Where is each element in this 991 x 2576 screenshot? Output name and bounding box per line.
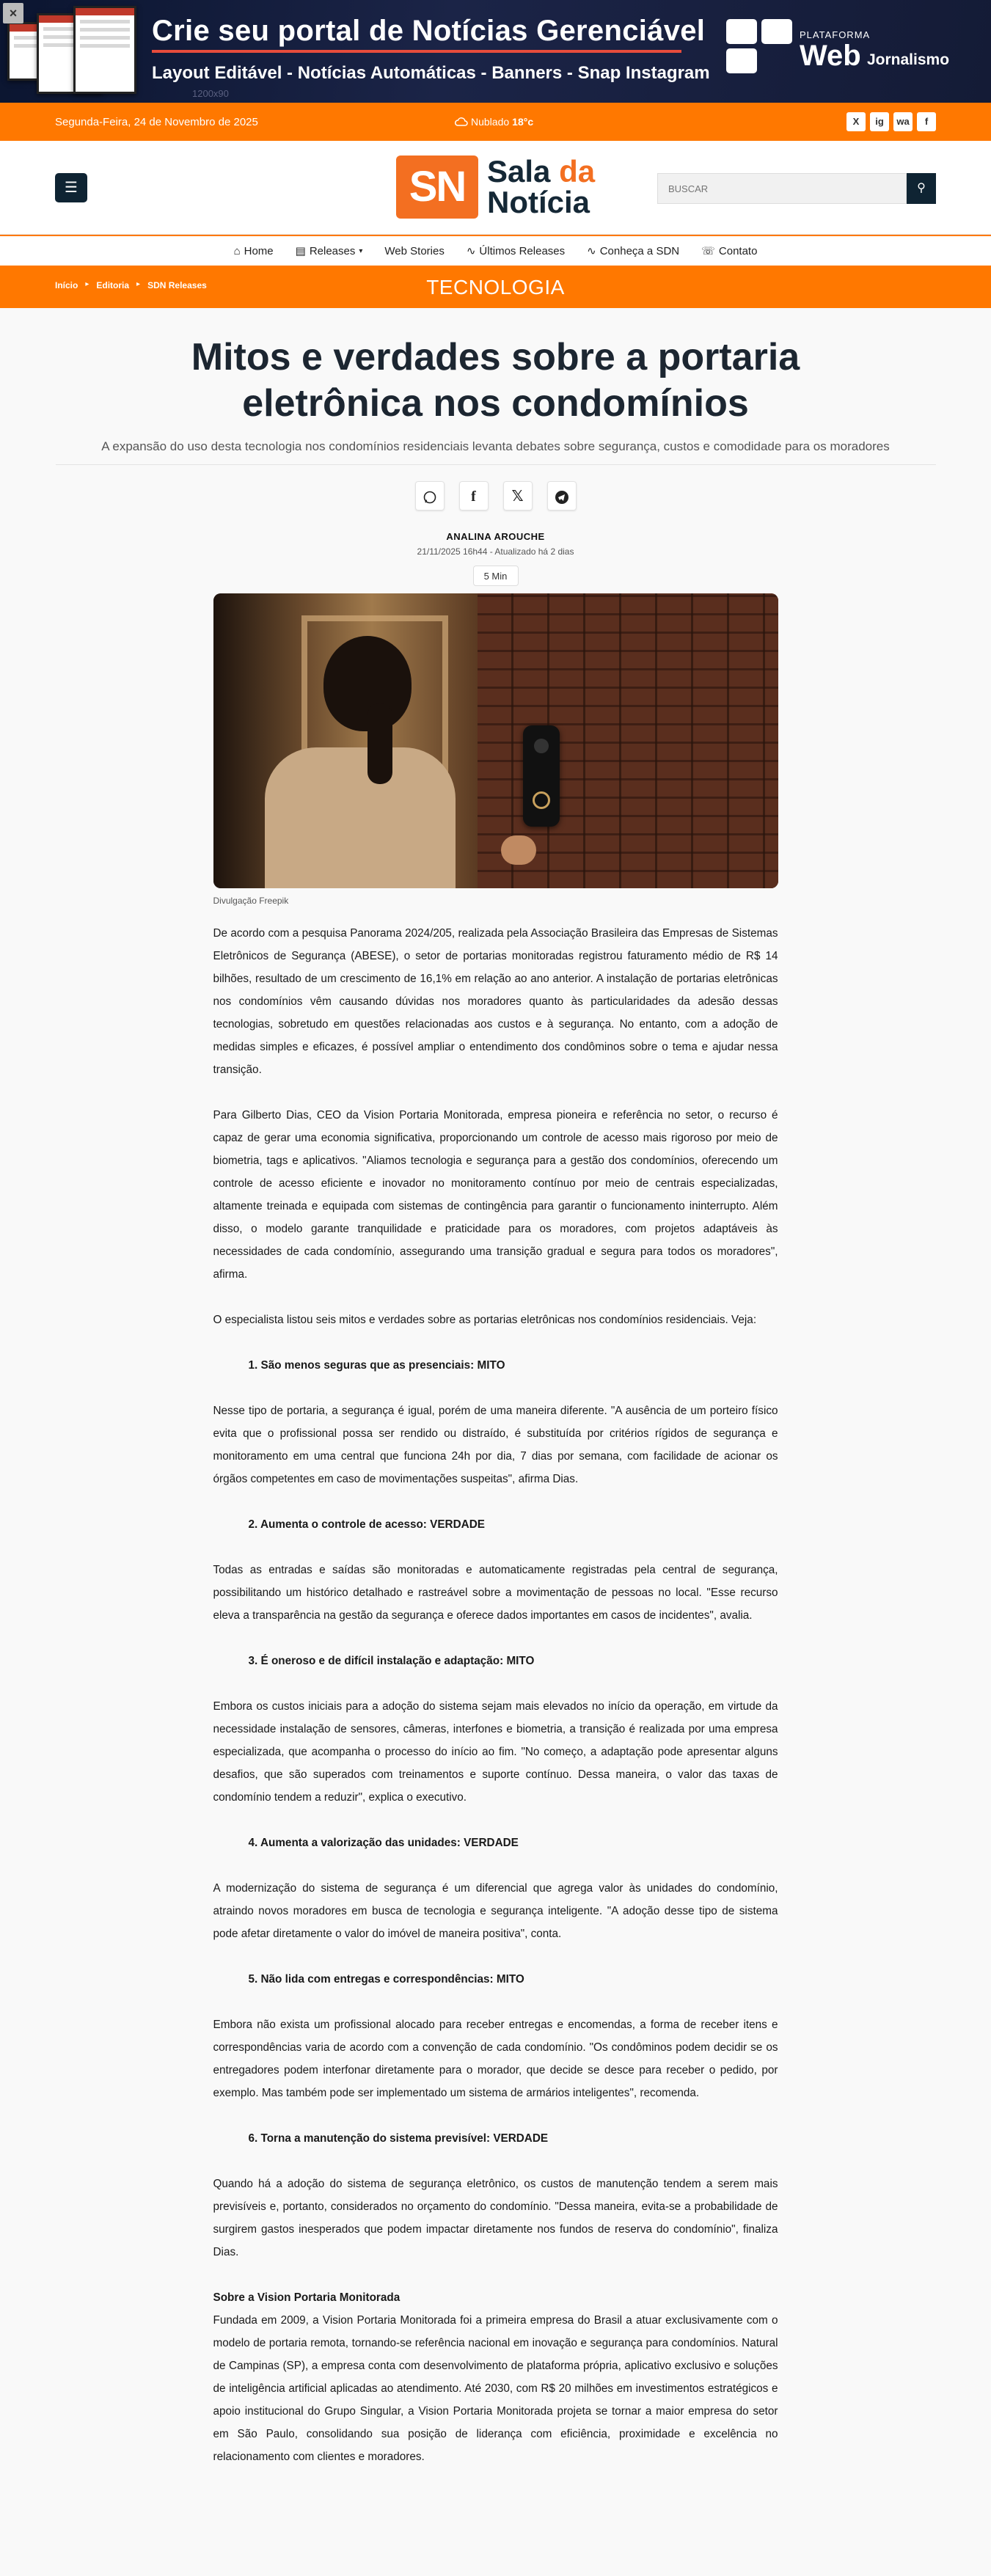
breadcrumb-item[interactable]: Início (55, 280, 78, 290)
subheading: 2. Aumenta o controle de acesso: VERDADE (248, 1518, 485, 1531)
nav-item-ultimos-releases[interactable] (467, 244, 565, 257)
ad-logo-main: Web (800, 40, 861, 72)
top-bar (0, 103, 991, 141)
subheading: 4. Aumenta a valorização das unidades: VERDADE (248, 1836, 519, 1849)
hero-hand (501, 835, 536, 865)
facebook-social-icon[interactable]: f (917, 112, 936, 131)
rss-icon: ∿ (466, 245, 476, 257)
nav-label: Releases (309, 244, 356, 257)
share-buttons (0, 481, 991, 511)
whatsapp-social-icon[interactable]: wa (893, 112, 913, 131)
site-logo[interactable] (396, 155, 595, 219)
ad-banner[interactable] (0, 0, 991, 103)
nav-label: Home (244, 244, 274, 257)
home-icon: ⌂ (233, 244, 241, 257)
cloud-icon (455, 117, 468, 127)
paragraph: Nesse tipo de portaria, a segurança é igual, porém de uma maneira diferente. "A ausência de um porteiro físico evita que o profissional possa ser rendido ou distraído, é substituída por critérios rígidos de segurança e monitoramento em uma central que funciona 24h por dia, 7 dias por semana, com facilidade de acionar os órgãos competentes em caso de movimentações suspeitas", afirma Dias. (213, 1404, 778, 1485)
image-caption: Divulgação Freepik (213, 895, 289, 906)
newspaper-icon: ▤ (295, 245, 306, 257)
ad-logo-top: PLATAFORMA (800, 29, 871, 40)
chevron-down-icon: ▾ (359, 246, 363, 255)
article-date: 21/11/2025 16h44 - Atualizado há 2 dias (417, 546, 574, 557)
nav-label: Web Stories (384, 244, 445, 257)
nav-item-contato[interactable] (701, 244, 757, 257)
hero-doorbell (523, 725, 560, 827)
divider (56, 464, 936, 465)
breadcrumb-item[interactable]: Editoria (96, 280, 130, 290)
search-icon: ⚲ (917, 182, 926, 194)
logo-noticia: Notícia (487, 185, 590, 219)
weather-temp: 18°c (512, 116, 534, 128)
phone-icon: ☏ (701, 245, 715, 257)
read-time-badge: 5 Min (473, 566, 519, 586)
logo-mark: SN (396, 155, 478, 219)
article-body (213, 922, 778, 2468)
facebook-share-icon[interactable]: f (459, 481, 489, 511)
ad-logo-sub: Jornalismo (867, 51, 950, 68)
social-links (846, 112, 936, 131)
paragraph: Para Gilberto Dias, CEO da Vision Portaria Monitorada, empresa pioneira e referência no setor, o recurso é capaz de gerar uma economia significativa, proporcionando um controle de acesso mais rigoroso por meio de biometria, tags e aplicativos. "Aliamos tecnologia e segurança para a gestão dos condomínios, oferecendo um controle de acesso eficiente e inovador no monitoramento contínuo por meio de centrais especializadas, altamente treinada e equipada com sistemas de contingência para garantir o funcionamento ininterrupto. Além disso, o modelo garante tranquilidade e praticidade para os moradores, com projetos adaptáveis às necessidades de cada condomínio, assegurando uma transição gradual e segura para todos os moradores", afirma. (213, 1108, 778, 1281)
ad-watermark: 1200x90 (192, 88, 229, 99)
article-author[interactable]: ANALINA AROUCHE (446, 530, 545, 542)
subheading: 1. São menos seguras que as presenciais: MITO (248, 1358, 505, 1372)
section-bar (0, 266, 991, 308)
hero-woman-ponytail (367, 703, 392, 784)
breadcrumb-item[interactable]: SDN Releases (147, 280, 207, 290)
about-paragraph: Fundada em 2009, a Vision Portaria Monitorada foi a primeira empresa do Brasil a atuar exclusivamente com o modelo de portaria remota, tornando-se referência nacional em inovação e segurança para condomínios. Natural de Campinas (SP), a empresa conta com desenvolvimento de plataforma própria, aplicativo exclusivo e soluções de inteligência artificial aplicadas ao atendimento. Até 2030, com R$ 20 milhões em investimentos estratégicos e apoio institucional do Grupo Singular, a Vision Portaria Monitorada projeta se tornar a maior empresa do setor em São Paulo, consolidando sua posição de liderança com eficiência, proximidade e excelência no relacionamento com clientes e moradores. (213, 2313, 778, 2463)
search-input[interactable] (657, 173, 907, 204)
paragraph: A modernização do sistema de segurança é um diferencial que agrega valor às unidades do condomínio, atraindo novos moradores em busca de tecnologia e segurança inteligente. "A adoção desse tipo de sistema pode afetar diretamente o valor do imóvel de maneira positiva", conta. (213, 1881, 778, 1940)
weather-widget (455, 116, 533, 128)
ad-screen-desktop (73, 6, 136, 94)
article-headline: Mitos e verdades sobre a portaria eletrônica nos condomínios (191, 336, 800, 425)
article-subtitle: A expansão do uso desta tecnologia nos condomínios residenciais levanta debates sobre segurança, custos e comodidade para os moradores (101, 439, 890, 453)
subheading: 6. Torna a manutenção do sistema previsível: VERDADE (248, 2132, 549, 2145)
nav-item-conheca[interactable] (587, 244, 679, 257)
search-button[interactable] (907, 173, 936, 204)
current-date: Segunda-Feira, 24 de Novembro de 2025 (55, 115, 258, 128)
paragraph: O especialista listou seis mitos e verdades sobre as portarias eletrônicas nos condomínios residenciais. Veja: (213, 1313, 757, 1326)
nav-item-releases[interactable] (296, 244, 363, 257)
logo-sala: Sala (487, 154, 551, 189)
logo-da: da (559, 154, 596, 189)
nav-label: Conheça a SDN (599, 244, 680, 257)
section-title: TECNOLOGIA (426, 276, 565, 299)
weather-label: Nublado (471, 116, 510, 128)
paragraph: De acordo com a pesquisa Panorama 2024/205, realizada pela Associação Brasileira das Empresas de Sistemas Eletrônicos de Segurança (ABESE), o setor de portarias monitoradas registrou faturamento médio de R$ 14 bilhões, resultado de um crescimento de 16,1% em relação ao ano anterior. A instalação de portarias eletrônicas nos condomínios vêm causando dúvidas nos moradores quanto às particularidades da adesão dessas tecnologias, sobretudo em questões relacionadas aos custos e à segurança. No entanto, com a adoção de medidas simples e eficazes, é possível ampliar o entendimento dos condôminos sobre o tema e ajudar nessa transição. (213, 926, 778, 1076)
nav-item-web-stories[interactable] (384, 245, 444, 257)
whatsapp-share-icon[interactable] (415, 481, 445, 511)
nav-label: Contato (718, 244, 758, 257)
breadcrumb-separator-icon: ▸ (85, 280, 89, 288)
hamburger-icon: ☰ (65, 180, 78, 196)
x-share-icon[interactable]: 𝕏 (503, 481, 533, 511)
hero-image (213, 593, 778, 888)
hero-woman-body (265, 747, 456, 888)
paragraph: Embora os custos iniciais para a adoção do sistema sejam mais elevados no início da operação, em virtude da necessidade instalação de sensores, câmeras, interfones e biometria, a transição é realizada por uma empresa especializada, que acompanha o processo do início ao fim. "No começo, a adaptação pode apresentar alguns desafios, que são superados com treinamentos e suporte contínuo. Dessa maneira, o valor das taxas de condomínio tendem a reduzir", explica o executivo. (213, 1699, 778, 1804)
menu-button[interactable] (55, 173, 87, 202)
ad-title-underline (152, 50, 681, 53)
logo-text (487, 156, 595, 218)
paragraph: Todas as entradas e saídas são monitoradas e automaticamente registradas pela central de segurança, possibilitando um histórico detalhado e rastreável sobre a movimentação de pessoas no local. "Esse recurso eleva a transparência na gestão da segurança e oferece dados importantes em casos de incidentes", avalia. (213, 1563, 778, 1622)
nav-label: Últimos Releases (479, 244, 566, 257)
telegram-share-icon[interactable] (547, 481, 577, 511)
paragraph: Quando há a adoção do sistema de segurança eletrônico, os custos de manutenção tendem a serem mais previsíveis e, portanto, considerados no orçamento do condomínio. "Dessa maneira, evita-se a probabilidade de surgirem gastos inesperados que podem impactar diretamente nos fundos de reserva do condomínio", finaliza Dias. (213, 2177, 778, 2258)
about-title: Sobre a Vision Portaria Monitorada (213, 2291, 401, 2304)
rss-icon: ∿ (587, 245, 596, 257)
subheading: 5. Não lida com entregas e correspondências: MITO (248, 1972, 524, 1986)
paragraph: Embora não exista um profissional alocado para receber entregas e encomendas, a forma de receber itens e correspondências varia de acordo com a convenção de cada condomínio. "Os condôminos podem decidir se os entregadores podem interfonar diretamente para o morador, que decide se desce para receber o pedido, por exemplo. Mas também pode ser implementado um sistema de armários inteligentes", recomenda. (213, 2018, 778, 2099)
ad-logo-grid-icon (726, 19, 795, 76)
search-box (657, 173, 936, 204)
site-header (0, 141, 991, 235)
nav-item-home[interactable] (234, 245, 274, 257)
ad-title: Crie seu portal de Notícias Gerenciável (152, 15, 706, 47)
main-nav (0, 235, 991, 266)
subheading: 3. É oneroso e de difícil instalação e adaptação: MITO (248, 1654, 535, 1667)
ad-subtitle: Layout Editável - Notícias Automáticas - Banners - Snap Instagram (152, 63, 710, 83)
breadcrumb-separator-icon: ▸ (136, 280, 141, 288)
instagram-social-icon[interactable]: ig (870, 112, 889, 131)
ad-close-button[interactable]: × (3, 3, 23, 23)
x-social-icon[interactable]: X (846, 112, 866, 131)
